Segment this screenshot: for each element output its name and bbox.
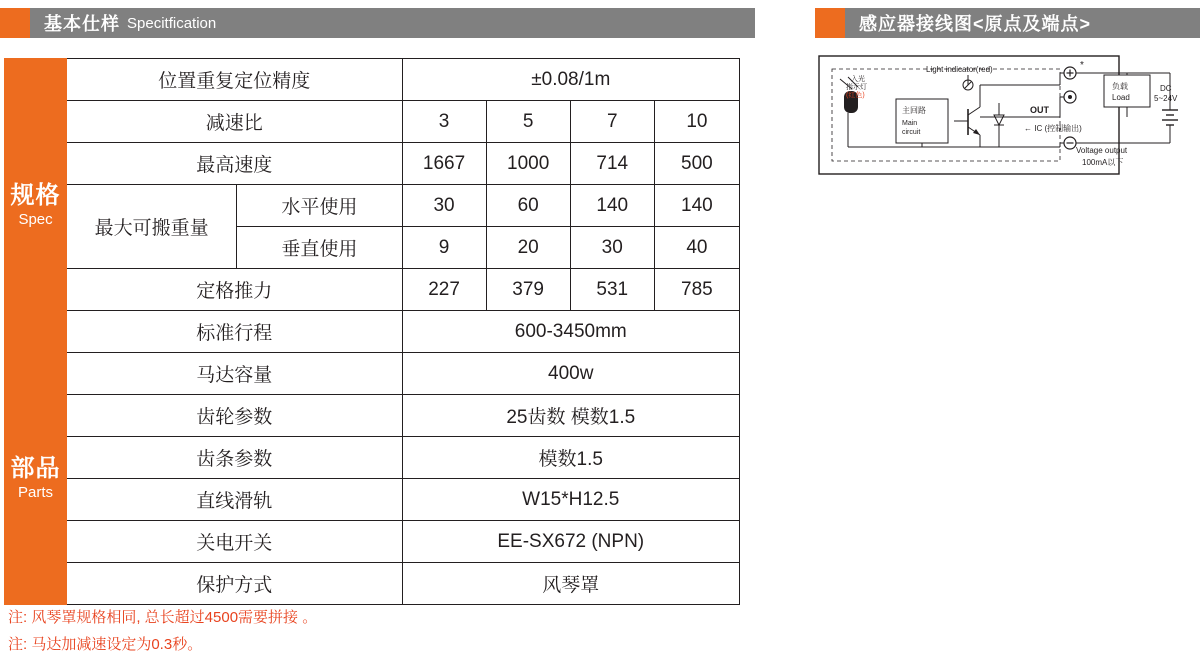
wiring-label-indicator: 指示灯 — [846, 84, 867, 91]
row-sublabel: 水平使用 — [237, 185, 402, 227]
header-right-title-cn: 感应器接线图<原点及端点> — [859, 14, 1092, 34]
row-value-cell: 785 — [654, 269, 739, 311]
header-left-title-cn: 基本仕样 — [44, 14, 120, 34]
wiring-label-main-circuit-en1: Main — [902, 120, 918, 127]
row-value-cell: 714 — [570, 143, 654, 185]
wiring-label-dc: DC — [1160, 84, 1172, 93]
wiring-label-photo-in: 入光 — [851, 76, 865, 83]
wiring-label-indicator-red: (红色) — [846, 92, 865, 99]
table-row — [5, 353, 740, 395]
table-row — [5, 59, 740, 101]
table-row — [5, 437, 740, 479]
row-value-cell: 1667 — [402, 143, 486, 185]
row-value-cell: 1000 — [486, 143, 570, 185]
row-value: 400w — [402, 353, 739, 395]
header-bar-right — [845, 8, 1200, 38]
wiring-label-load-cn: 负载 — [1112, 82, 1128, 91]
row-label: 关电开关 — [67, 521, 402, 563]
row-label: 保护方式 — [67, 563, 402, 605]
table-row — [5, 395, 740, 437]
row-value-cell: 10 — [654, 101, 739, 143]
wiring-label-star: * — [1080, 60, 1084, 71]
header-left-title-en: Specitfication — [127, 14, 217, 32]
side-label-parts-en: Parts — [18, 483, 54, 501]
row-value-cell: 531 — [570, 269, 654, 311]
table-row — [5, 269, 740, 311]
notes-block — [8, 604, 317, 658]
table-row — [5, 311, 740, 353]
section-header-specification — [0, 8, 755, 38]
row-value-cell: 30 — [570, 227, 654, 269]
row-value: 风琴罩 — [402, 563, 739, 605]
note-line: 注: 马达加减速设定为0.3秒。 — [8, 636, 203, 653]
row-value-cell: 140 — [570, 185, 654, 227]
side-label-spec — [5, 59, 67, 353]
row-value-cell: 140 — [654, 185, 739, 227]
side-label-spec-en: Spec — [18, 210, 53, 228]
note-line: 注: 风琴罩规格相同, 总长超过4500需要拼接 。 — [8, 609, 318, 626]
table-row — [5, 563, 740, 605]
accent-square-left — [0, 8, 30, 38]
row-label: 马达容量 — [67, 353, 402, 395]
row-value: 模数1.5 — [402, 437, 739, 479]
row-value-cell: 40 — [654, 227, 739, 269]
table-row — [5, 479, 740, 521]
wiring-label-ic: ← IC (控制输出) — [1024, 124, 1082, 133]
row-value-cell: 500 — [654, 143, 739, 185]
wiring-label-load-en: Load — [1112, 93, 1130, 102]
table-row — [5, 185, 740, 227]
row-label-group: 最大可搬重量 — [67, 185, 237, 269]
header-bar-left — [30, 8, 755, 38]
row-value: W15*H12.5 — [402, 479, 739, 521]
row-label: 位置重复定位精度 — [67, 59, 402, 101]
row-value-cell: 9 — [402, 227, 486, 269]
accent-square-right — [815, 8, 845, 38]
row-value-cell: 30 — [402, 185, 486, 227]
row-value-cell: 227 — [402, 269, 486, 311]
row-label: 标准行程 — [67, 311, 402, 353]
side-label-parts — [5, 353, 67, 605]
side-label-parts-cn: 部品 — [10, 454, 61, 482]
sensor-wiring-diagram — [818, 55, 1200, 205]
row-label: 齿轮参数 — [67, 395, 402, 437]
row-label: 减速比 — [67, 101, 402, 143]
specification-table — [4, 58, 740, 605]
row-value-cell: 60 — [486, 185, 570, 227]
wiring-label-voltage-sub: 100mA以下 — [1082, 158, 1124, 167]
section-header-wiring — [815, 8, 1200, 38]
wiring-label-main-circuit-en2: circuit — [902, 129, 921, 136]
row-value: 600-3450mm — [402, 311, 739, 353]
row-value: EE-SX672 (NPN) — [402, 521, 739, 563]
row-label: 定格推力 — [67, 269, 402, 311]
side-label-spec-cn: 规格 — [10, 181, 61, 209]
row-value: ±0.08/1m — [402, 59, 739, 101]
table-row — [5, 521, 740, 563]
row-value-cell: 379 — [486, 269, 570, 311]
row-value-cell: 5 — [486, 101, 570, 143]
wiring-label-dc-value: 5~24V — [1154, 94, 1178, 103]
table-row — [5, 101, 740, 143]
wiring-label-light-indicator: Light indicator(red) — [926, 65, 993, 74]
row-sublabel: 垂直使用 — [237, 227, 402, 269]
wiring-label-voltage-output: Voltage output — [1076, 146, 1128, 155]
row-label: 直线滑轨 — [67, 479, 402, 521]
row-value: 25齿数 模数1.5 — [402, 395, 739, 437]
row-value-cell: 3 — [402, 101, 486, 143]
wiring-label-out: OUT — [1030, 105, 1049, 115]
wiring-label-main-circuit-cn: 主回路 — [902, 106, 926, 115]
row-value-cell: 20 — [486, 227, 570, 269]
row-label: 最高速度 — [67, 143, 402, 185]
table-row — [5, 143, 740, 185]
row-label: 齿条参数 — [67, 437, 402, 479]
row-value-cell: 7 — [570, 101, 654, 143]
